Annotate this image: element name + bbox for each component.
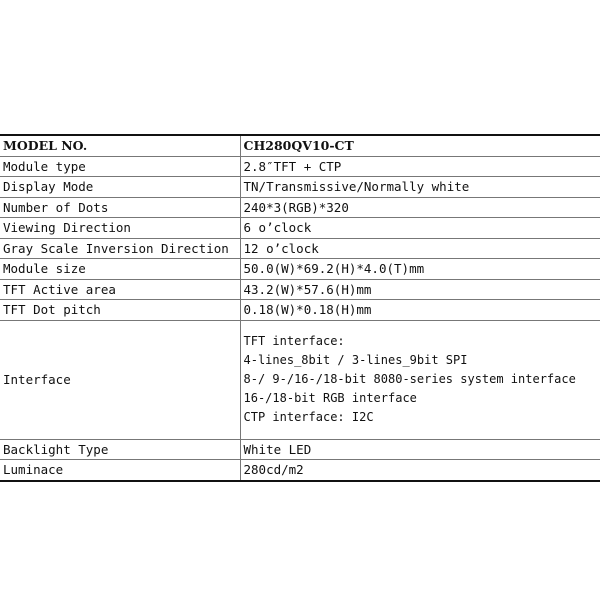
interface-line: 4-lines_8bit / 3-lines_9bit SPI — [243, 353, 468, 367]
model-no-value: CH280QV10-CT — [240, 135, 600, 156]
luminance-value: 280cd/m2 — [240, 460, 600, 481]
luminance-label: Luminace — [0, 460, 240, 481]
module-type-value: 2.8″TFT + CTP — [240, 156, 600, 177]
interface-label: Interface — [0, 320, 240, 439]
table-row — [0, 460, 600, 481]
module-size-label: Module size — [0, 259, 240, 280]
interface-line: 8-/ 9-/16-/18-bit 8080-series system interface — [243, 372, 576, 386]
gray-scale-inversion-label: Gray Scale Inversion Direction — [0, 238, 240, 259]
tft-active-area-value: 43.2(W)*57.6(H)mm — [240, 279, 600, 300]
interface-value — [240, 320, 600, 439]
table-row — [0, 259, 600, 280]
viewing-direction-label: Viewing Direction — [0, 218, 240, 239]
number-of-dots-label: Number of Dots — [0, 197, 240, 218]
interface-line: CTP interface: I2C — [243, 410, 374, 424]
tft-dot-pitch-value: 0.18(W)*0.18(H)mm — [240, 300, 600, 321]
gray-scale-inversion-value: 12 o’clock — [240, 238, 600, 259]
table-row — [0, 279, 600, 300]
number-of-dots-value: 240*3(RGB)*320 — [240, 197, 600, 218]
display-mode-value: TN/Transmissive/Normally white — [240, 177, 600, 198]
interface-line: 16-/18-bit RGB interface — [243, 391, 417, 405]
interface-line: TFT interface: — [243, 334, 345, 348]
table-header-row — [0, 135, 600, 156]
module-type-label: Module type — [0, 156, 240, 177]
module-size-value: 50.0(W)*69.2(H)*4.0(T)mm — [240, 259, 600, 280]
table-row — [0, 197, 600, 218]
viewing-direction-value: 6 o’clock — [240, 218, 600, 239]
spec-table — [0, 134, 600, 482]
table-row — [0, 156, 600, 177]
table-row — [0, 439, 600, 460]
table-row — [0, 238, 600, 259]
tft-active-area-label: TFT Active area — [0, 279, 240, 300]
display-mode-label: Display Mode — [0, 177, 240, 198]
backlight-type-value: White LED — [240, 439, 600, 460]
table-row — [0, 177, 600, 198]
model-no-label: MODEL NO. — [0, 135, 240, 156]
table-row — [0, 218, 600, 239]
table-row-interface — [0, 320, 600, 439]
tft-dot-pitch-label: TFT Dot pitch — [0, 300, 240, 321]
backlight-type-label: Backlight Type — [0, 439, 240, 460]
table-row — [0, 300, 600, 321]
